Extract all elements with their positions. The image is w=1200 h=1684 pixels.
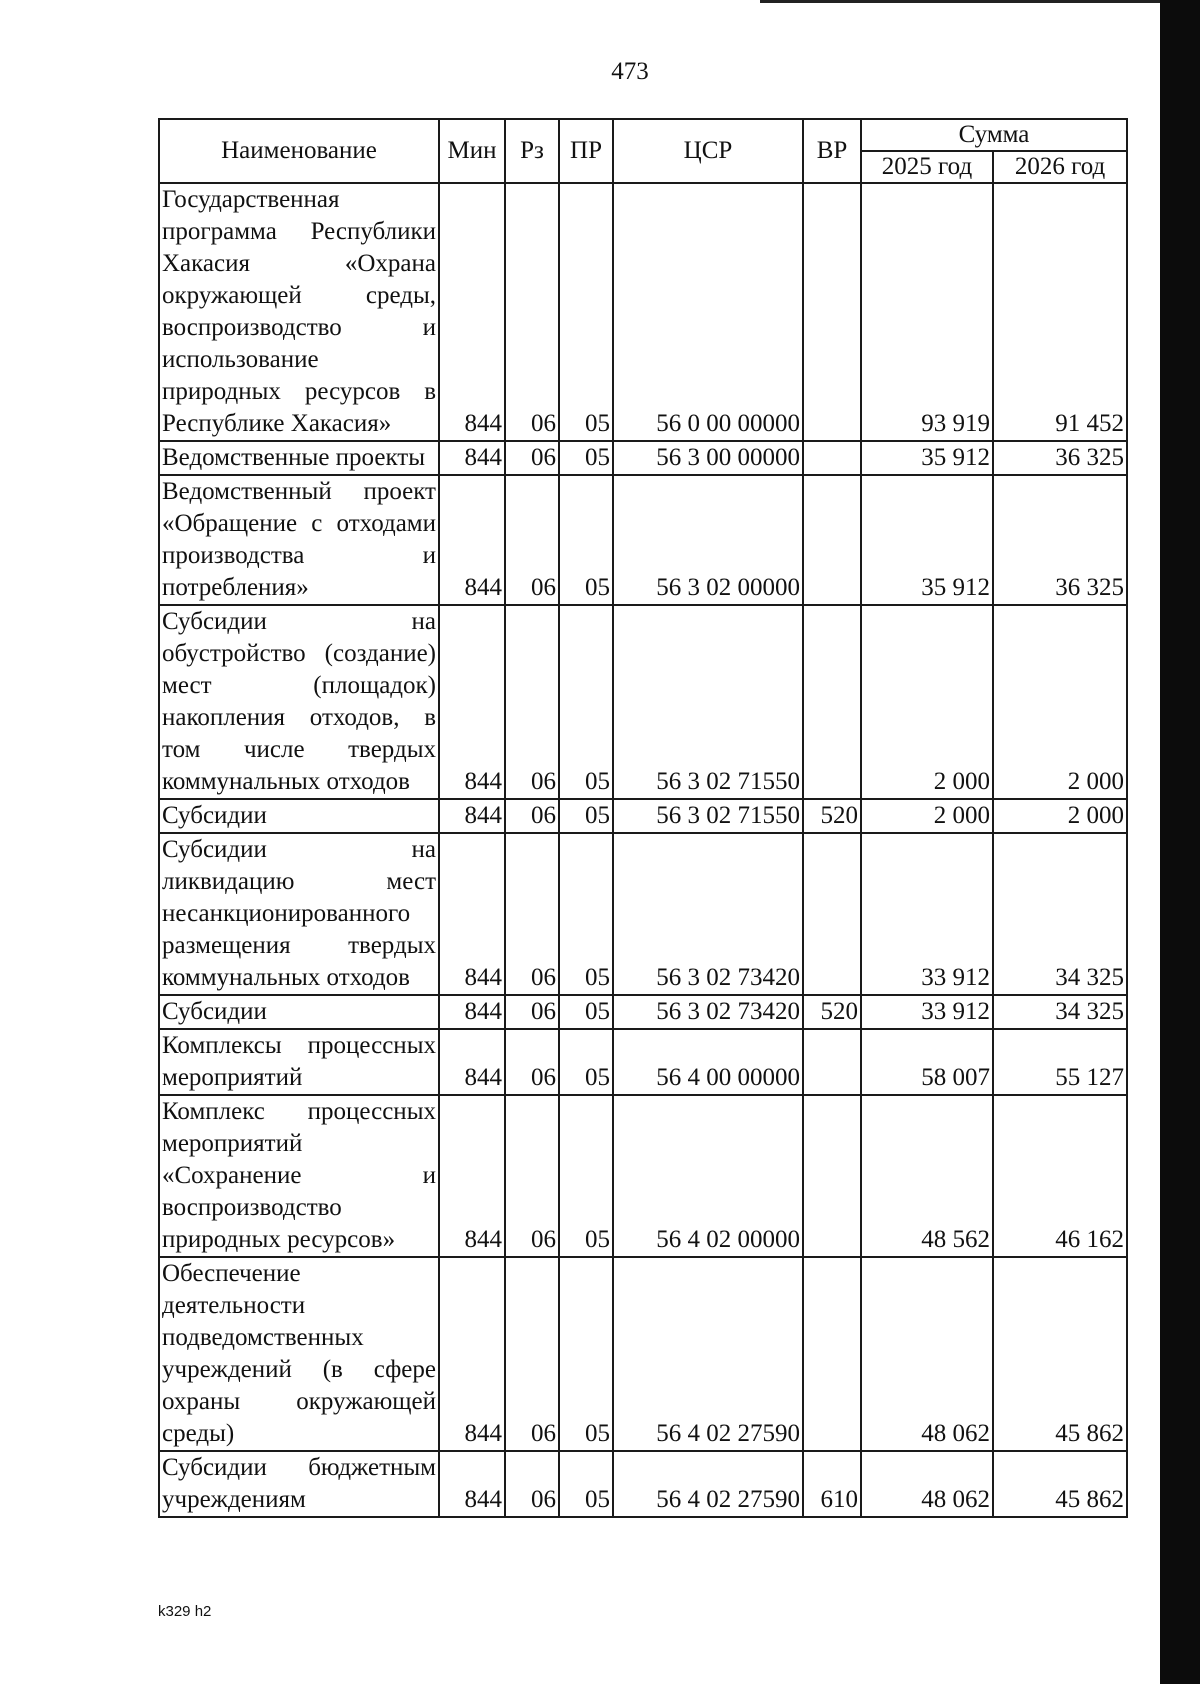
row-name: Субсидии на ликвидацию мест несанкционированного размещения твердых коммунальных отходов bbox=[159, 833, 439, 995]
row-csr: 56 3 02 73420 bbox=[613, 833, 803, 995]
footer-code: k329 h2 bbox=[158, 1603, 212, 1620]
row-amount-2025: 33 912 bbox=[861, 833, 993, 995]
row-csr: 56 3 02 71550 bbox=[613, 605, 803, 799]
row-amount-2026: 34 325 bbox=[993, 833, 1127, 995]
row-pr: 05 bbox=[559, 1029, 613, 1095]
row-min: 844 bbox=[439, 1029, 505, 1095]
row-amount-2026: 34 325 bbox=[993, 995, 1127, 1029]
row-amount-2025: 2 000 bbox=[861, 605, 993, 799]
row-min: 844 bbox=[439, 441, 505, 475]
row-vr bbox=[803, 1095, 861, 1257]
header-vr: ВР bbox=[803, 119, 861, 183]
row-min: 844 bbox=[439, 183, 505, 441]
row-amount-2026: 36 325 bbox=[993, 441, 1127, 475]
row-pr: 05 bbox=[559, 605, 613, 799]
row-csr: 56 3 02 73420 bbox=[613, 995, 803, 1029]
row-min: 844 bbox=[439, 1451, 505, 1517]
row-rz: 06 bbox=[505, 475, 559, 605]
row-amount-2026: 45 862 bbox=[993, 1451, 1127, 1517]
row-amount-2026: 2 000 bbox=[993, 799, 1127, 833]
table-row bbox=[159, 605, 1127, 799]
header-name: Наименование bbox=[159, 119, 439, 183]
row-name: Ведомственный проект «Обращение с отходами производства и потребления» bbox=[159, 475, 439, 605]
scan-right-edge bbox=[1160, 0, 1200, 1684]
row-vr bbox=[803, 833, 861, 995]
page-number: 473 bbox=[611, 58, 649, 85]
row-pr: 05 bbox=[559, 183, 613, 441]
row-rz: 06 bbox=[505, 183, 559, 441]
row-pr: 05 bbox=[559, 1095, 613, 1257]
row-min: 844 bbox=[439, 1095, 505, 1257]
row-csr: 56 3 00 00000 bbox=[613, 441, 803, 475]
row-vr: 610 bbox=[803, 1451, 861, 1517]
row-vr: 520 bbox=[803, 799, 861, 833]
row-pr: 05 bbox=[559, 995, 613, 1029]
header-sum: Сумма bbox=[861, 119, 1127, 151]
row-name: Субсидии бюджетным учреждениям bbox=[159, 1451, 439, 1517]
row-csr: 56 3 02 00000 bbox=[613, 475, 803, 605]
header-year-2025: 2025 год bbox=[861, 151, 993, 183]
table-body bbox=[159, 183, 1127, 1517]
table-row bbox=[159, 475, 1127, 605]
header-year-2026: 2026 год bbox=[993, 151, 1127, 183]
row-name: Комплексы процессных мероприятий bbox=[159, 1029, 439, 1095]
row-name: Ведомственные проекты bbox=[159, 441, 439, 475]
row-pr: 05 bbox=[559, 475, 613, 605]
row-pr: 05 bbox=[559, 441, 613, 475]
row-amount-2025: 58 007 bbox=[861, 1029, 993, 1095]
scan-top-edge bbox=[760, 0, 1160, 3]
row-csr: 56 0 00 00000 bbox=[613, 183, 803, 441]
row-csr: 56 3 02 71550 bbox=[613, 799, 803, 833]
row-rz: 06 bbox=[505, 1029, 559, 1095]
row-amount-2025: 48 062 bbox=[861, 1451, 993, 1517]
row-rz: 06 bbox=[505, 1451, 559, 1517]
row-min: 844 bbox=[439, 995, 505, 1029]
row-amount-2025: 48 062 bbox=[861, 1257, 993, 1451]
table-row bbox=[159, 799, 1127, 833]
header-csr: ЦСР bbox=[613, 119, 803, 183]
row-vr: 520 bbox=[803, 995, 861, 1029]
row-amount-2026: 36 325 bbox=[993, 475, 1127, 605]
row-pr: 05 bbox=[559, 799, 613, 833]
row-rz: 06 bbox=[505, 995, 559, 1029]
row-amount-2025: 35 912 bbox=[861, 475, 993, 605]
row-csr: 56 4 02 00000 bbox=[613, 1095, 803, 1257]
header-rz: Рз bbox=[505, 119, 559, 183]
row-vr bbox=[803, 1029, 861, 1095]
row-csr: 56 4 02 27590 bbox=[613, 1257, 803, 1451]
budget-table bbox=[158, 118, 1128, 1518]
row-amount-2026: 91 452 bbox=[993, 183, 1127, 441]
table-row bbox=[159, 1029, 1127, 1095]
row-rz: 06 bbox=[505, 833, 559, 995]
row-name: Комплекс процессных мероприятий «Сохранение и воспроизводство природных ресурсов» bbox=[159, 1095, 439, 1257]
row-name: Обеспечение деятельности подведомственных учреждений (в сфере охраны окружающей среды) bbox=[159, 1257, 439, 1451]
table-row bbox=[159, 995, 1127, 1029]
row-amount-2026: 45 862 bbox=[993, 1257, 1127, 1451]
table-row bbox=[159, 183, 1127, 441]
row-min: 844 bbox=[439, 1257, 505, 1451]
row-name: Субсидии bbox=[159, 799, 439, 833]
row-amount-2025: 33 912 bbox=[861, 995, 993, 1029]
row-rz: 06 bbox=[505, 1095, 559, 1257]
row-amount-2025: 2 000 bbox=[861, 799, 993, 833]
row-name: Государственная программа Республики Хакасия «Охрана окружающей среды, воспроизводство и использование природных ресурсов в Республике Хакасия» bbox=[159, 183, 439, 441]
header-row-top bbox=[159, 119, 1127, 151]
row-rz: 06 bbox=[505, 799, 559, 833]
row-name: Субсидии на обустройство (создание) мест (площадок) накопления отходов, в том числе твердых коммунальных отходов bbox=[159, 605, 439, 799]
row-min: 844 bbox=[439, 605, 505, 799]
row-vr bbox=[803, 1257, 861, 1451]
table-row bbox=[159, 833, 1127, 995]
row-vr bbox=[803, 605, 861, 799]
row-min: 844 bbox=[439, 799, 505, 833]
header-min: Мин bbox=[439, 119, 505, 183]
row-vr bbox=[803, 183, 861, 441]
row-amount-2026: 55 127 bbox=[993, 1029, 1127, 1095]
row-amount-2025: 93 919 bbox=[861, 183, 993, 441]
table-row bbox=[159, 1451, 1127, 1517]
table-row bbox=[159, 1095, 1127, 1257]
row-rz: 06 bbox=[505, 441, 559, 475]
row-amount-2026: 2 000 bbox=[993, 605, 1127, 799]
row-csr: 56 4 00 00000 bbox=[613, 1029, 803, 1095]
row-name: Субсидии bbox=[159, 995, 439, 1029]
header-pr: ПР bbox=[559, 119, 613, 183]
row-vr bbox=[803, 441, 861, 475]
row-amount-2025: 35 912 bbox=[861, 441, 993, 475]
row-pr: 05 bbox=[559, 1257, 613, 1451]
table-row bbox=[159, 441, 1127, 475]
row-rz: 06 bbox=[505, 605, 559, 799]
row-pr: 05 bbox=[559, 833, 613, 995]
row-csr: 56 4 02 27590 bbox=[613, 1451, 803, 1517]
row-min: 844 bbox=[439, 833, 505, 995]
row-amount-2026: 46 162 bbox=[993, 1095, 1127, 1257]
row-pr: 05 bbox=[559, 1451, 613, 1517]
row-amount-2025: 48 562 bbox=[861, 1095, 993, 1257]
row-vr bbox=[803, 475, 861, 605]
row-min: 844 bbox=[439, 475, 505, 605]
table-row bbox=[159, 1257, 1127, 1451]
row-rz: 06 bbox=[505, 1257, 559, 1451]
